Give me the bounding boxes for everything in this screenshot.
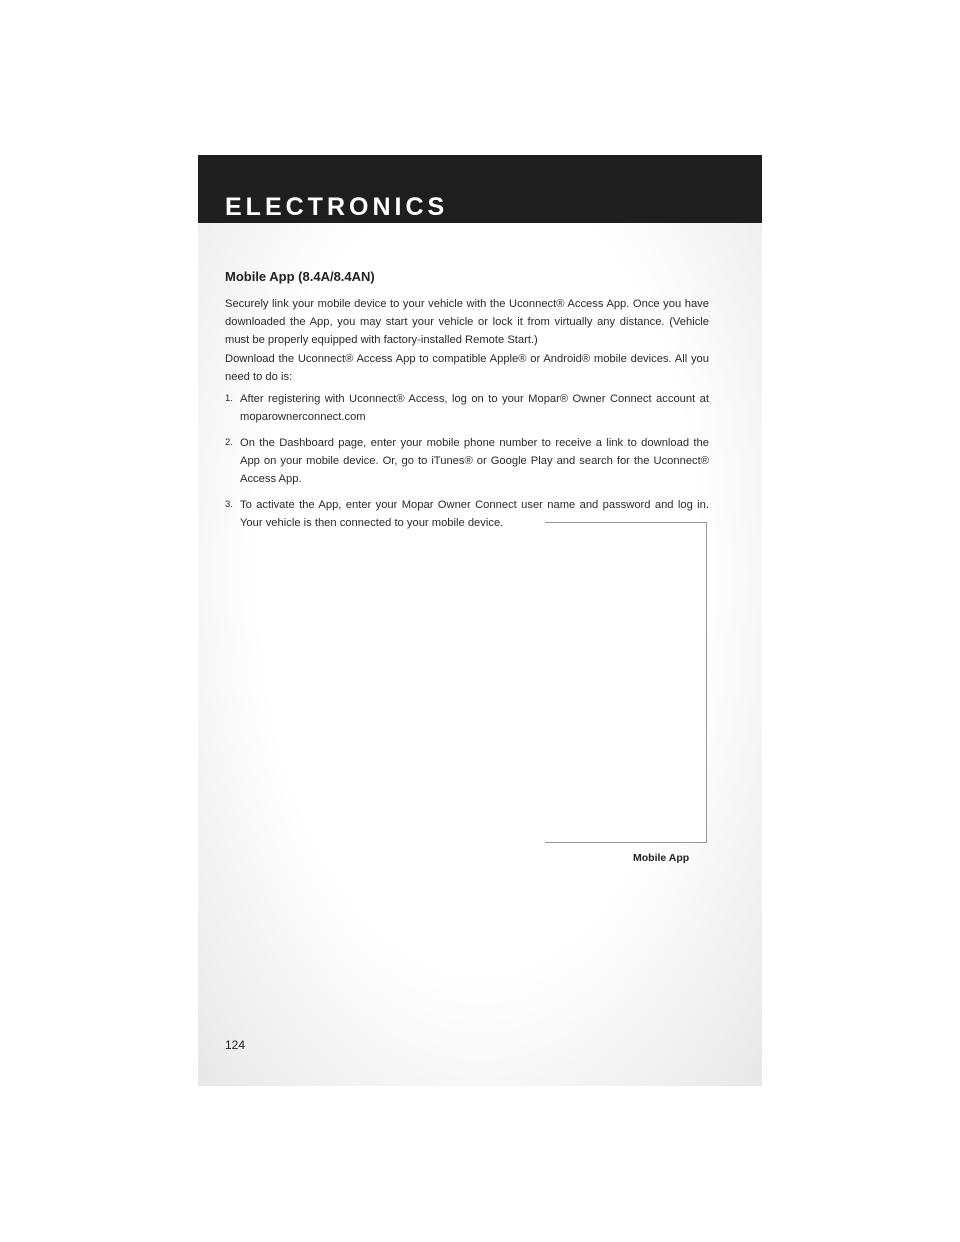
- step-number: 1.: [225, 393, 233, 404]
- intro-paragraph: Securely link your mobile device to your vehicle with the Uconnect® Access App. Once you have downloaded the App, you may start your vehicle or lock it from virtually any distance. (Vehicle must be properly equipped with factory-installed Remote Start.): [225, 298, 709, 346]
- list-item: [225, 434, 709, 488]
- mobile-app-figure: [545, 522, 707, 843]
- figure-caption: Mobile App: [633, 852, 690, 864]
- step-number: 3.: [225, 499, 233, 510]
- page-content: [198, 155, 762, 1086]
- subsection-heading: Mobile App (8.4A/8.4AN): [225, 269, 375, 284]
- list-item: [225, 390, 709, 426]
- step-text: After registering with Uconnect® Access, log on to your Mopar® Owner Connect account at moparownerconnect.com: [240, 393, 709, 423]
- step-text: On the Dashboard page, enter your mobile phone number to receive a link to download the App on your mobile device. Or, go to iTunes® or Google Play and search for the Uconnect® Access App.: [240, 437, 709, 485]
- page-number: 124: [225, 1038, 246, 1052]
- steps-list: [225, 390, 709, 540]
- manual-page: [198, 155, 762, 1086]
- step-text: To activate the App, enter your Mopar Owner Connect user name and password and log in. Your vehicle is then connected to your mobile device.: [240, 499, 709, 529]
- step-number: 2.: [225, 437, 233, 448]
- section-title: ELECTRONICS: [225, 193, 449, 221]
- download-paragraph: Download the Uconnect® Access App to compatible Apple® or Android® mobile devices. All you need to do is:: [225, 353, 709, 383]
